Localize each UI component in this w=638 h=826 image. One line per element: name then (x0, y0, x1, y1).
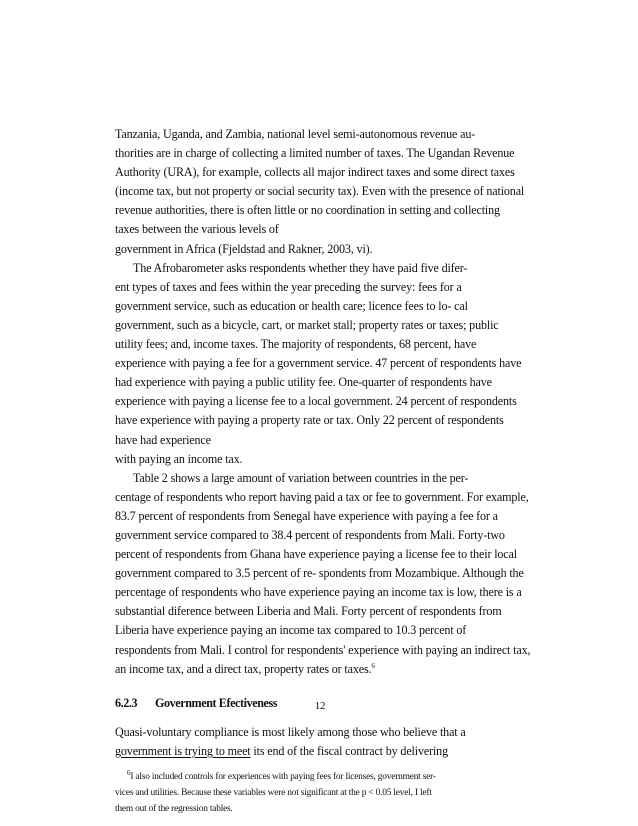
paragraph-quasi-voluntary-compliance (115, 723, 527, 761)
text-line: government in Africa (Fjeldstad and Rakner, 2003, vi). (115, 241, 373, 256)
text-line: Authority (URA), for example, collects all major indirect taxes and some direct taxes (115, 165, 515, 180)
text-line-rest: its end of the fiscal contract by delivering (250, 743, 448, 758)
text-line: thorities are in charge of collecting a limited number of taxes. The Ugandan Revenue (115, 146, 515, 161)
text-line: have had experience (115, 432, 211, 447)
text-line: Liberia have experience paying an income tax compared to 10.3 percent of (115, 623, 467, 638)
paragraph-table-2-variation (115, 469, 531, 679)
footnote-mark: 6 (127, 768, 131, 777)
text-line: taxes between the various levels of (115, 222, 279, 237)
text-line (115, 742, 527, 761)
text-line-content: an income tax, and a direct tax, property rates or taxes. (115, 661, 372, 676)
footnote-line: them out of the regression tables. (115, 803, 233, 814)
text-line (115, 660, 527, 679)
footnote-line: vices and utilities. Because these variables were not significant at the p < 0.05 level, I left (115, 787, 432, 798)
text-line: 83.7 percent of respondents from Senegal have experience with paying a fee for a (115, 508, 498, 523)
text-line: (income tax, but not property or social security tax). Even with the presence of national (115, 184, 525, 199)
text-line: had experience with paying a public utility fee. One-quarter of respondents have (115, 375, 492, 390)
text-line: experience with paying a license fee to a local government. 24 percent of respondents (115, 394, 517, 409)
text-line: have experience with paying a property rate or tax. Only 22 percent of respondents (115, 413, 504, 428)
text-line: Table 2 shows a large amount of variation between countries in the per- (133, 470, 469, 485)
text-line: centage of respondents who report having paid a tax or fee to government. For example, (115, 489, 529, 504)
section-title: Government Efectiveness (155, 695, 278, 710)
text-line: with paying an income tax. (115, 451, 243, 466)
text-line: government service compared to 38.4 percent of respondents from Mali. Forty-two (115, 527, 505, 542)
text-line: government compared to 3.5 percent of re- spondents from Mozambique. Although the (115, 566, 524, 581)
text-line: Tanzania, Uganda, and Zambia, national level semi-autonomous revenue au- (115, 127, 476, 141)
text-line: experience with paying a fee for a government service. 47 percent of respondents have (115, 356, 522, 371)
section-number: 6.2.3 (115, 695, 138, 710)
footnote-line (115, 769, 527, 785)
footnote (115, 769, 527, 817)
paragraph-afrobarometer (115, 259, 527, 469)
paragraph-revenue-authorities (115, 125, 527, 259)
footnote-text: I also included controls for experiences with paying fees for licenses, government ser- (130, 771, 436, 782)
footnote-reference[interactable]: 6 (371, 661, 375, 670)
text-line: substantial diference between Liberia and Mali. Forty percent of respondents from (115, 604, 502, 619)
text-line: respondents from Mali. I control for respondents' experience with paying an indirect tax, (115, 642, 531, 657)
text-line: percent of respondents from Ghana have experience paying a license fee to their local (115, 547, 517, 562)
document-page (115, 125, 531, 817)
text-line: revenue authorities, there is often little or no coordination in setting and collecting (115, 203, 500, 218)
text-line: utility fees; and, income taxes. The majority of respondents, 68 percent, have (115, 337, 477, 352)
text-line: Quasi-voluntary compliance is most likely among those who believe that a (115, 724, 466, 739)
text-line: government, such as a bicycle, cart, or market stall; property rates or taxes; public (115, 317, 499, 332)
text-line: ent types of taxes and fees within the year preceding the survey: fees for a (115, 279, 462, 294)
underlined-phrase: government is trying to meet (115, 743, 251, 758)
text-line: percentage of respondents who have experience paying an income tax is low, there is a (115, 585, 522, 600)
text-line: The Afrobarometer asks respondents whether they have paid five difer- (133, 260, 468, 275)
page-number: 12 (314, 700, 326, 712)
text-line: government service, such as education or health care; licence fees to lo- cal (115, 298, 468, 313)
